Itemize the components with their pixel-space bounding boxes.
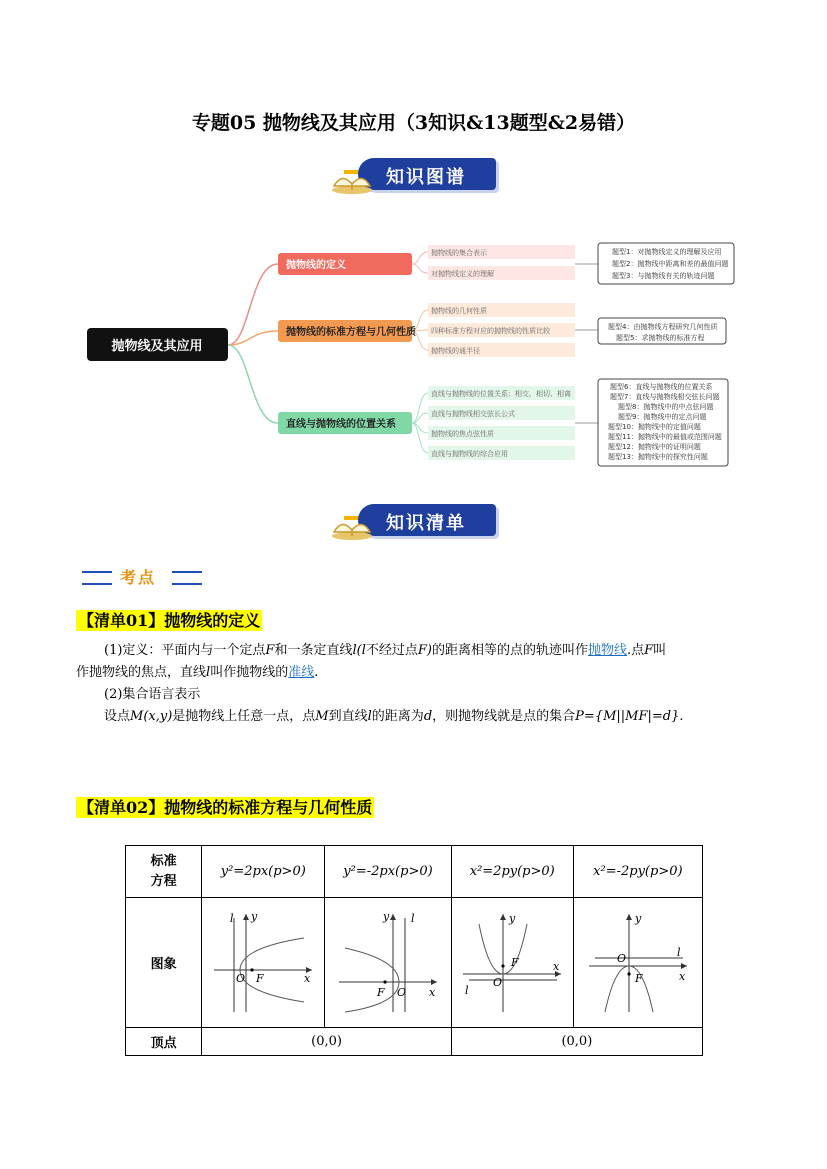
text: 是抛物线上任意一点，点 [172,709,316,724]
label-y: y [634,911,642,925]
subitem-label: 直线与抛物线相交弦长公式 [431,410,515,418]
graph-left-opening [333,908,443,1018]
text: 到直线 [328,709,368,724]
text: l [206,665,211,680]
subitem-label: 直线与抛物线的综合应用 [431,450,508,458]
standard-equation-table [125,845,703,1056]
subitem-label: 抛物线的几何性质 [431,307,487,315]
label-y: y [509,911,516,925]
graph-cell [202,898,325,1028]
text: 不经过点 [365,643,418,658]
label-x: x [678,969,686,983]
table-row [126,1028,703,1056]
text: d [423,709,433,724]
label-y: y [383,909,390,923]
type-label: 题型10：抛物线中的定值问题 [608,423,701,431]
label-F: F [377,985,385,999]
label-l: l [230,911,234,925]
subitem-label: 抛物线的通半径 [431,347,480,355]
text: l(l [352,643,366,658]
type-label: 题型9：抛物线中的定点问题 [618,413,707,421]
equation-cell: x²=-2py(p>0) [573,846,702,898]
definition-line-2 [76,662,756,684]
label-F: F [511,955,519,969]
vertex-cell: (0,0) [451,1028,702,1056]
definition-line-1 [76,640,756,662]
text: 的距离为 [371,709,424,724]
text: 叫 [653,643,667,658]
type-label: 题型2：抛物线中距离和差的最值问题 [612,260,729,268]
label-x: x [553,959,560,973]
banner-label: 知识图谱 [386,167,466,188]
text: 作抛物线的焦点，直线 [76,665,207,680]
table-row [126,898,703,1028]
text: M [315,709,329,724]
graph-cell [573,898,702,1028]
text: F [644,643,654,658]
type-label: 题型13：抛物线中的探究性问题 [608,453,708,461]
row-label-vertex: 顶点 [126,1028,202,1056]
label-x: x [429,985,436,999]
subitem-label: 直线与抛物线的位置关系：相交、相切、相离 [431,390,571,398]
text: l [367,709,372,724]
knowledge-list-banner [330,498,500,542]
graph-cell [451,898,573,1028]
equation-cell: y²=-2px(p>0) [325,846,452,898]
subitem-label: 抛物线的焦点弦性质 [431,430,494,438]
text: 设点 [104,709,131,724]
label-O: O [616,951,626,965]
deco-lines [172,571,202,585]
section-heading-02 [76,795,374,818]
label-O: O [493,975,503,989]
row-label-equation: 标准 方程 [126,846,202,898]
deco-lines [82,571,112,585]
kaodian-label: 考点 [120,568,157,587]
text: F [265,643,275,658]
subitem-label: 对抛物线定义的理解 [431,270,494,278]
branch-label: 直线与抛物线的位置关系 [286,419,396,430]
branch-label: 抛物线的定义 [286,260,346,271]
row-label-graph: 图象 [126,898,202,1028]
mindmap-root-label: 抛物线及其应用 [111,339,203,354]
banner-pill [358,158,496,190]
set-language-line [76,706,756,728]
type-label: 题型8：抛物线中的中点弦问题 [618,403,714,411]
banner-label: 知识清单 [386,513,466,534]
knowledge-map-banner [330,152,500,196]
parabola-link[interactable]: 抛物线 [587,643,627,658]
kaodian-header [82,566,206,586]
type-label: 题型7：直线与抛物线相交弦长问题 [610,393,720,401]
label-l: l [411,911,415,925]
graph-down-opening [583,908,693,1018]
text: 叫作抛物线的 [210,665,289,680]
banner-pill [358,504,496,536]
directrix-link[interactable]: 准线 [288,665,315,680]
mind-map [0,230,827,475]
label-l: l [676,945,681,959]
label-O: O [236,971,246,985]
page-title: 专题05 抛物线及其应用（3知识&13题型&2易错） [191,112,636,134]
label-x: x [304,971,311,985]
graph-up-opening [457,908,567,1018]
section-02-title: 【清单02】抛物线的标准方程与几何性质 [78,798,373,817]
label-O: O [397,985,407,999]
graph-cell [325,898,452,1028]
graph-right-opening [208,908,318,1018]
branch-label: 抛物线的标准方程与几何性质 [286,327,416,338]
type-label: 题型3：与抛物线有关的轨迹问题 [612,272,715,280]
open-book-icon [330,162,374,196]
text: . [314,665,319,680]
label-F: F [256,971,264,985]
type-label: 题型5：求抛物线的标准方程 [616,334,705,342]
section-heading-01 [76,608,262,631]
label-F: F [634,971,643,985]
set-language-heading: (2)集合语言表示 [104,687,201,702]
section-01-title: 【清单01】抛物线的定义 [78,611,261,630]
equation-cell: x²=2py(p>0) [451,846,573,898]
text: P={M||MF|=d}. [575,709,684,724]
open-book-icon [330,508,374,542]
label-y: y [251,909,258,923]
text: M(x,y) [130,709,173,724]
text: 和一条定直线 [274,643,353,658]
subitem-label: 抛物线的集合表示 [431,249,487,257]
definition-paragraph [76,640,756,728]
type-label: 题型11：抛物线中的最值或范围问题 [608,433,722,441]
table-row [126,846,703,898]
type-label: 题型4：由抛物线方程研究几何性质 [608,323,718,331]
label-l: l [465,983,469,997]
type-label: 题型1：对抛物线定义的理解及应用 [612,248,722,256]
vertex-cell: (0,0) [202,1028,451,1056]
equation-cell: y²=2px(p>0) [202,846,325,898]
type-label: 题型12：抛物线中的证明问题 [608,443,701,451]
subitem-label: 四种标准方程对应的抛物线的性质比较 [431,327,550,335]
text: 的距离相等的点的轨迹叫作 [431,643,588,658]
text: F) [417,643,432,658]
type-label: 题型6：直线与抛物线的位置关系 [610,383,713,391]
text: .点 [627,643,645,658]
text: (1)定义：平面内与一个定点 [104,643,266,658]
text: ，则抛物线就是点的集合 [432,709,576,724]
